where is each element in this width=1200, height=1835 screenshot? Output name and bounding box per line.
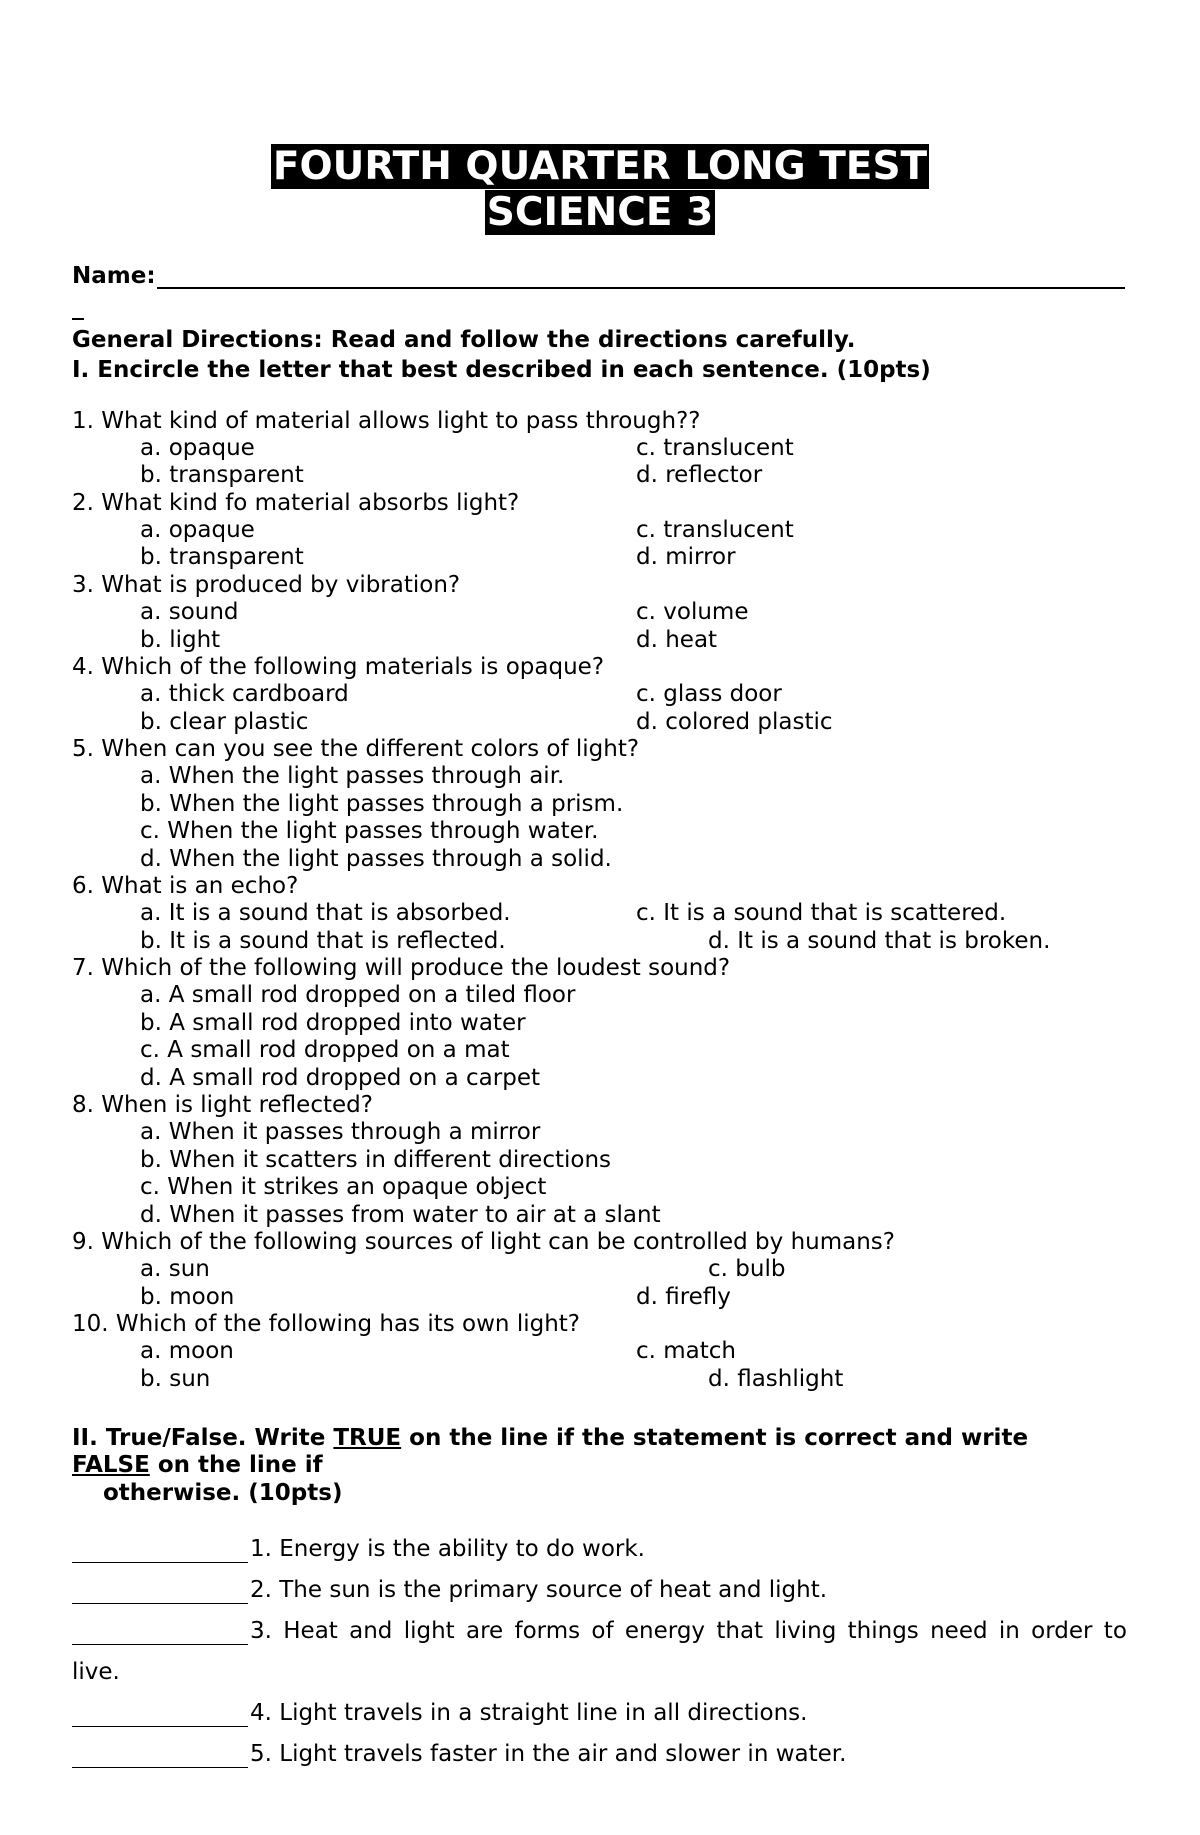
q10-option-b[interactable]: b. sun (140, 1366, 211, 1392)
q4-option-a[interactable]: a. thick cardboard (140, 681, 349, 707)
question-8: 8. When is light reflected? (72, 1092, 373, 1118)
q2-option-d[interactable]: d. mirror (636, 544, 736, 570)
true-word: TRUE (333, 1425, 402, 1451)
question-9: 9. Which of the following sources of light can be controlled by humans? (72, 1229, 895, 1255)
q1-option-c[interactable]: c. translucent (636, 435, 794, 461)
general-directions: General Directions: Read and follow the directions carefully. (72, 327, 856, 353)
q7-option-d[interactable]: d. A small rod dropped on a carpet (140, 1065, 540, 1091)
q9-option-a[interactable]: a. sun (140, 1256, 210, 1282)
q2-option-b[interactable]: b. transparent (140, 544, 304, 570)
question-2: 2. What kind fo material absorbs light? (72, 490, 520, 516)
tf-statement-2: 2. The sun is the primary source of heat and light. (250, 1577, 828, 1603)
part2-heading-post: on the line if (149, 1452, 323, 1478)
part2-heading-pre: II. True/False. Write (72, 1425, 334, 1451)
part1-heading: I. Encircle the letter that best described in each sentence. (10pts) (72, 357, 931, 383)
question-3: 3. What is produced by vibration? (72, 572, 461, 598)
name-field-line-tail (72, 318, 84, 320)
tf-answer-line-1[interactable] (72, 1562, 248, 1563)
test-title: FOURTH QUARTER LONG TEST (272, 144, 928, 189)
title-line-2-wrap (0, 190, 1200, 235)
q6-option-c[interactable]: c. It is a sound that is scattered. (636, 900, 1007, 926)
tf-answer-line-4[interactable] (72, 1726, 248, 1727)
q2-option-a[interactable]: a. opaque (140, 517, 255, 543)
q8-option-d[interactable]: d. When it passes from water to air at a slant (140, 1202, 661, 1228)
q4-option-b[interactable]: b. clear plastic (140, 709, 309, 735)
q5-option-d[interactable]: d. When the light passes through a solid. (140, 846, 612, 872)
q7-option-a[interactable]: a. A small rod dropped on a tiled floor (140, 982, 576, 1008)
q3-option-c[interactable]: c. volume (636, 599, 749, 625)
q3-option-b[interactable]: b. light (140, 627, 221, 653)
question-1: 1. What kind of material allows light to pass through?? (72, 408, 701, 434)
q7-option-c[interactable]: c. A small rod dropped on a mat (140, 1037, 510, 1063)
question-5: 5. When can you see the different colors of light? (72, 736, 640, 762)
q4-option-d[interactable]: d. colored plastic (636, 709, 833, 735)
name-field-line[interactable] (157, 287, 1125, 289)
q10-option-c[interactable]: c. match (636, 1338, 737, 1364)
q9-option-c[interactable]: c. bulb (708, 1256, 786, 1282)
question-7: 7. Which of the following will produce the loudest sound? (72, 955, 731, 981)
tf-statement-3: 3. Heat and light are forms of energy that living things need in order to (250, 1618, 1127, 1644)
q4-option-c[interactable]: c. glass door (636, 681, 782, 707)
q8-option-c[interactable]: c. When it strikes an opaque object (140, 1174, 547, 1200)
tf-answer-line-5[interactable] (72, 1767, 248, 1768)
title-line-1-wrap (0, 144, 1200, 189)
q6-option-d[interactable]: d. It is a sound that is broken. (708, 928, 1051, 954)
q6-option-b[interactable]: b. It is a sound that is reflected. (140, 928, 506, 954)
q5-option-a[interactable]: a. When the light passes through air. (140, 763, 565, 789)
q6-option-a[interactable]: a. It is a sound that is absorbed. (140, 900, 511, 926)
q8-option-a[interactable]: a. When it passes through a mirror (140, 1119, 541, 1145)
q3-option-a[interactable]: a. sound (140, 599, 239, 625)
tf-statement-1: 1. Energy is the ability to do work. (250, 1536, 645, 1562)
tf-statement-4: 4. Light travels in a straight line in all directions. (250, 1700, 808, 1726)
q5-option-c[interactable]: c. When the light passes through water. (140, 818, 599, 844)
part2-heading-line3: otherwise. (10pts) (103, 1480, 343, 1506)
q5-option-b[interactable]: b. When the light passes through a prism. (140, 791, 624, 817)
false-word: FALSE (72, 1452, 150, 1478)
part2-heading-mid: on the line if the statement is correct and write (401, 1425, 1029, 1451)
q3-option-d[interactable]: d. heat (636, 627, 718, 653)
q8-option-b[interactable]: b. When it scatters in different directions (140, 1147, 612, 1173)
question-10: 10. Which of the following has its own light? (72, 1311, 580, 1337)
part2-heading-line1 (72, 1425, 1028, 1452)
part2-heading-line2 (72, 1452, 323, 1479)
tf-answer-line-3[interactable] (72, 1644, 248, 1645)
tf-statement-3-continuation: live. (72, 1659, 120, 1685)
question-6: 6. What is an echo? (72, 873, 299, 899)
q10-option-a[interactable]: a. moon (140, 1338, 234, 1364)
tf-answer-line-2[interactable] (72, 1603, 248, 1604)
q1-option-a[interactable]: a. opaque (140, 435, 255, 461)
q2-option-c[interactable]: c. translucent (636, 517, 794, 543)
q1-option-d[interactable]: d. reflector (636, 462, 763, 488)
q10-option-d[interactable]: d. flashlight (708, 1366, 844, 1392)
name-label: Name: (72, 263, 156, 289)
q9-option-d[interactable]: d. firefly (636, 1284, 731, 1310)
tf-statement-5: 5. Light travels faster in the air and slower in water. (250, 1741, 847, 1767)
question-4: 4. Which of the following materials is opaque? (72, 654, 605, 680)
subject-title: SCIENCE 3 (486, 190, 714, 235)
q9-option-b[interactable]: b. moon (140, 1284, 235, 1310)
q7-option-b[interactable]: b. A small rod dropped into water (140, 1010, 526, 1036)
q1-option-b[interactable]: b. transparent (140, 462, 304, 488)
